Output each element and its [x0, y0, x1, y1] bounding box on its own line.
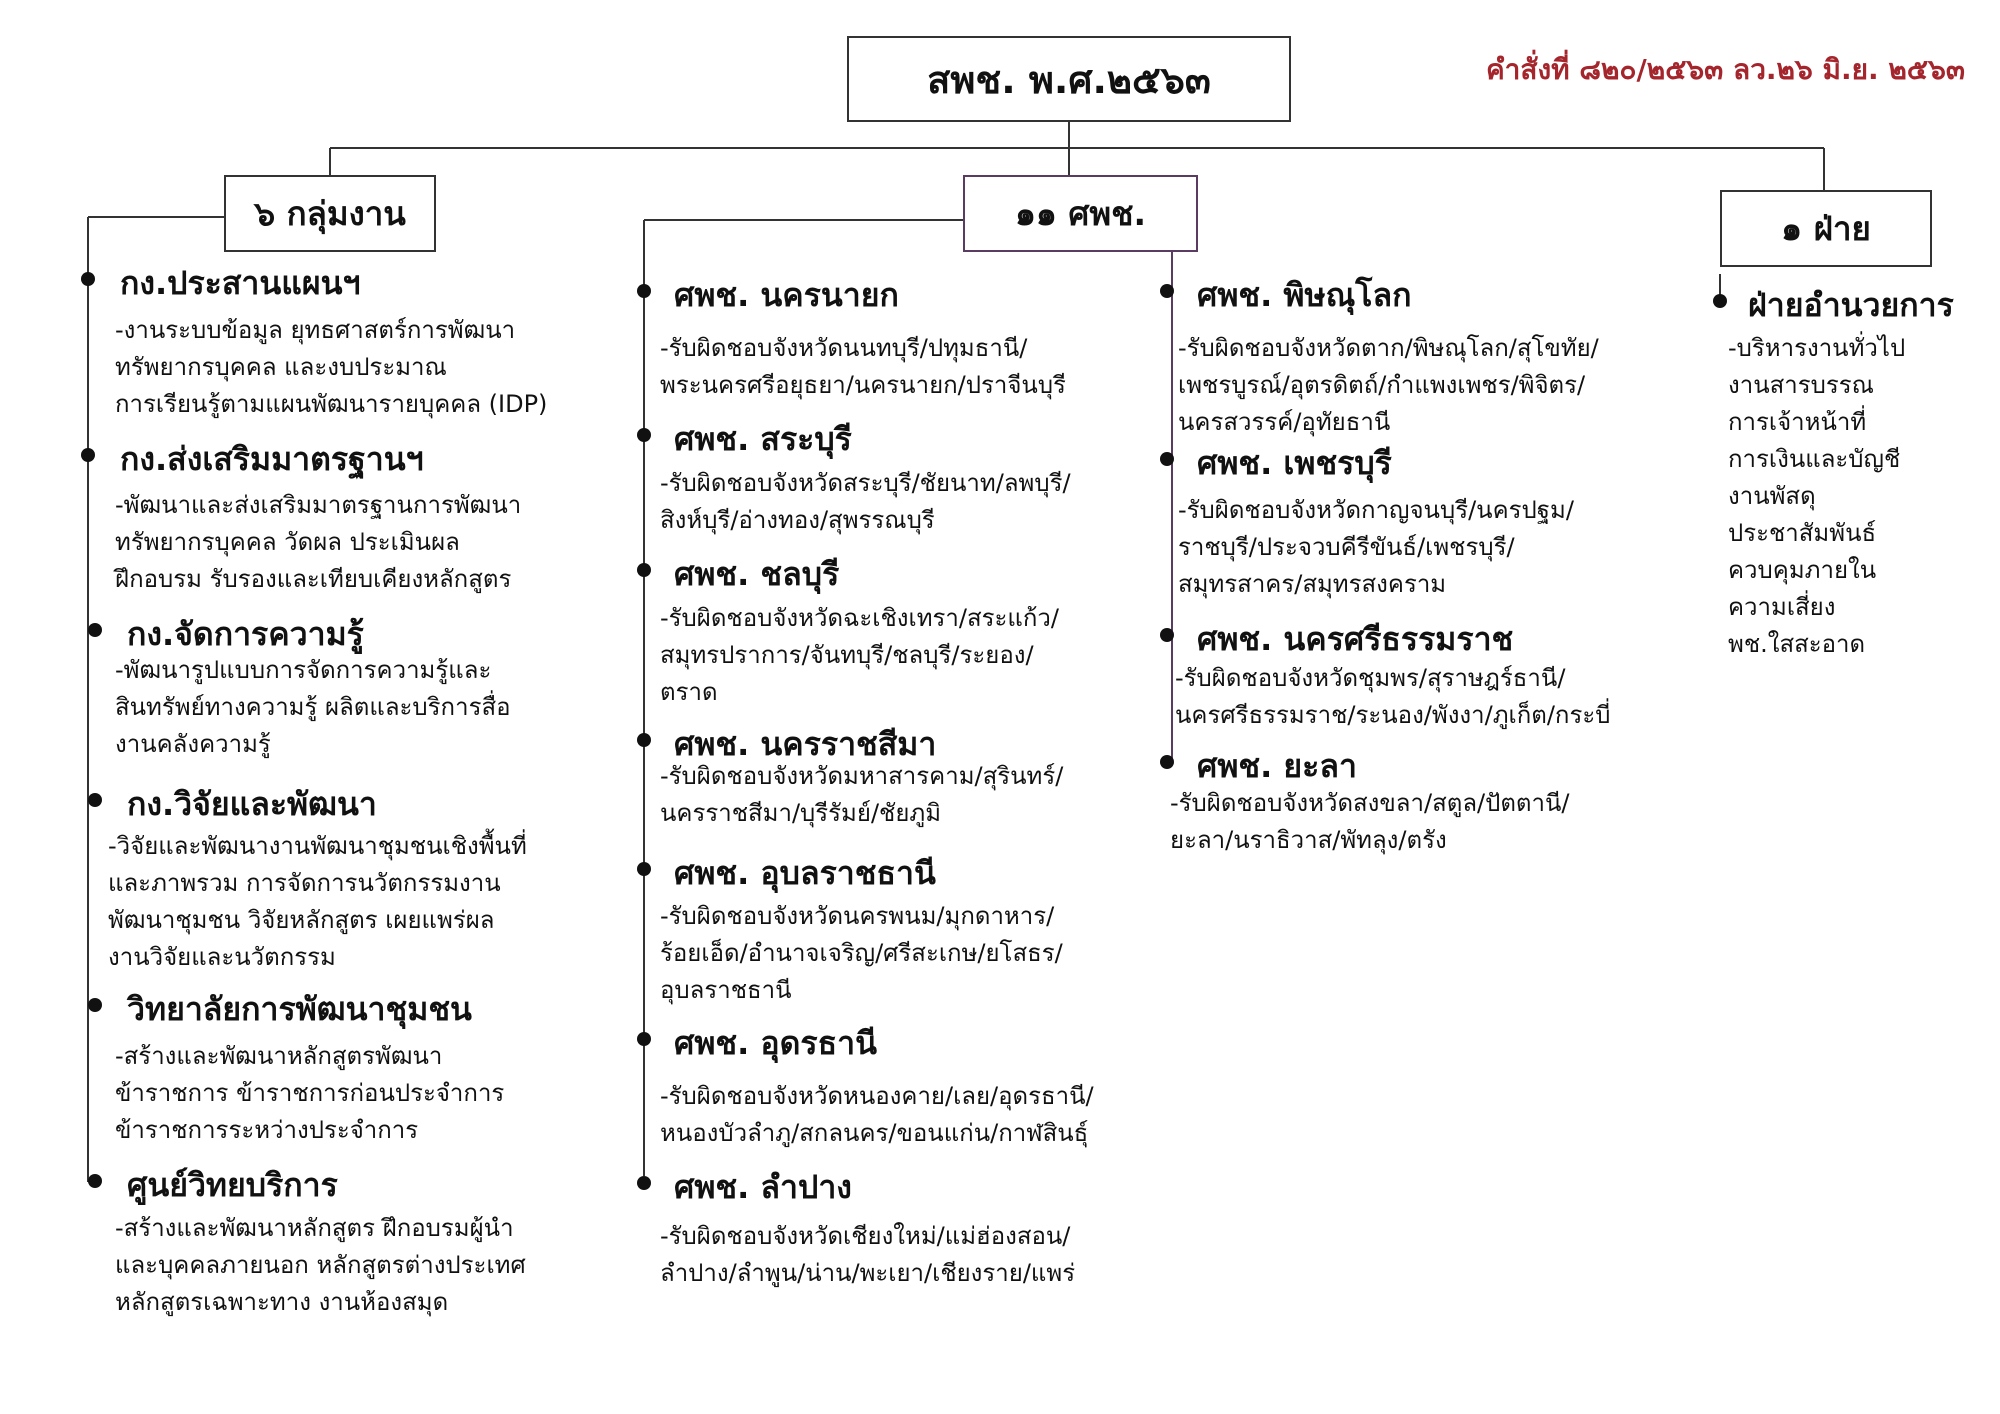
desc-line: ข้าราชการ ข้าราชการก่อนประจำการ [115, 1079, 505, 1107]
item-desc [115, 312, 547, 423]
item-desc [1178, 492, 1574, 603]
desc-line: -รับผิดชอบจังหวัดฉะเชิงเทรา/สระแก้ว/ [660, 604, 1059, 632]
desc-line: -งานระบบข้อมูล ยุทธศาสตร์การพัฒนา [115, 316, 516, 344]
item-title: ฝ่ายอำนวยการ [1748, 286, 1954, 324]
desc-line: ราชบุรี/ประจวบคีรีขันธ์/เพชรบุรี/ [1178, 533, 1515, 561]
desc-line: พัฒนาชุมชน วิจัยหลักสูตร เผยแพร่ผล [108, 906, 495, 934]
item-title: กง.ส่งเสริมมาตรฐานฯ [120, 440, 424, 478]
desc-line: สมุทรปราการ/จันทบุรี/ชลบุรี/ระยอง/ [660, 641, 1034, 669]
desc-line: สินทรัพย์ทางความรู้ ผลิตและบริการสื่อ [115, 693, 511, 721]
order-reference: คำสั่งที่ ๘๒๐/๒๕๖๓ ลว.๒๖ มิ.ย. ๒๕๖๓ [1485, 53, 1965, 86]
bullet-icon [637, 862, 651, 876]
groups-label: ๖ กลุ่มงาน [254, 194, 406, 233]
item-title: ศพช. ลำปาง [674, 1168, 852, 1206]
desc-line: สมุทรสาคร/สมุทรสงคราม [1178, 570, 1447, 598]
item-title: ศพช. นครราชสีมา [674, 725, 937, 763]
desc-line: -รับผิดชอบจังหวัดตาก/พิษณุโลก/สุโขทัย/ [1178, 334, 1599, 362]
desc-line: ข้าราชการระหว่างประจำการ [115, 1116, 419, 1144]
item-desc [115, 652, 511, 763]
bullet-icon [1713, 294, 1727, 308]
desc-line: งานคลังความรู้ [115, 730, 271, 758]
item-title: ศพช. ชลบุรี [674, 555, 840, 593]
groups-box [224, 175, 436, 252]
bullet-icon [1160, 452, 1174, 466]
item-title: ศพช. พิษณุโลก [1197, 276, 1412, 314]
bullet-icon [1160, 284, 1174, 298]
desc-line: งานวิจัยและนวัตกรรม [108, 943, 336, 971]
desc-line: -บริหารงานทั่วไป [1728, 334, 1906, 362]
bullet-icon [1160, 628, 1174, 642]
desc-line: ประชาสัมพันธ์ [1728, 519, 1877, 547]
bullet-icon [637, 1176, 651, 1190]
root-box [847, 36, 1291, 122]
item-title: ศพช. อุดรธานี [674, 1024, 877, 1062]
bullet-icon [88, 1174, 102, 1188]
desc-line: ทรัพยากรบุคคล วัดผล ประเมินผล [115, 528, 460, 556]
desc-line: พระนครศรีอยุธยา/นครนายก/ปราจีนบุรี [660, 371, 1066, 399]
desc-line: ฝึกอบรม รับรองและเทียบเคียงหลักสูตร [115, 565, 512, 593]
item-desc [1175, 660, 1610, 734]
desc-line: นครสวรรค์/อุทัยธานี [1178, 408, 1391, 436]
bullet-icon [81, 448, 95, 462]
item-desc [1178, 330, 1599, 441]
item-desc [660, 465, 1071, 539]
item-desc [108, 828, 527, 976]
desc-line: การเรียนรู้ตามแผนพัฒนารายบุคคล (IDP) [115, 390, 548, 418]
desc-line: -พัฒนารูปแบบการจัดการความรู้และ [115, 656, 492, 684]
desc-line: การเจ้าหน้าที่ [1728, 408, 1867, 436]
item-title: กง.ประสานแผนฯ [120, 264, 361, 302]
division-label: ๑ ฝ่าย [1781, 209, 1871, 248]
item-desc [660, 758, 1063, 832]
item-title: กง.จัดการความรู้ [127, 615, 364, 653]
centers-label: ๑๑ ศพช. [1014, 194, 1147, 233]
centers-box [963, 175, 1198, 252]
desc-line: และบุคคลภายนอก หลักสูตรต่างประเทศ [115, 1251, 526, 1279]
item-title: ศพช. สระบุรี [674, 420, 852, 458]
desc-line: หนองบัวลำภู/สกลนคร/ขอนแก่น/กาฬสินธุ์ [660, 1119, 1089, 1147]
item-title: ศพช. นครนายก [674, 276, 899, 314]
bullet-icon [637, 563, 651, 577]
desc-line: ควบคุมภายใน [1728, 556, 1877, 584]
item-desc [660, 330, 1066, 404]
desc-line: -รับผิดชอบจังหวัดเชียงใหม่/แม่ฮ่องสอน/ [660, 1222, 1071, 1250]
item-desc [660, 600, 1059, 711]
item-desc [660, 1078, 1094, 1152]
desc-line: ยะลา/นราธิวาส/พัทลุง/ตรัง [1170, 826, 1447, 854]
desc-line: หลักสูตรเฉพาะทาง งานห้องสมุด [115, 1288, 449, 1316]
bullet-icon [637, 1032, 651, 1046]
bullet-icon [88, 998, 102, 1012]
desc-line: -รับผิดชอบจังหวัดกาญจนบุรี/นครปฐม/ [1178, 496, 1574, 524]
item-title: กง.วิจัยและพัฒนา [127, 785, 377, 823]
bullet-icon [1160, 755, 1174, 769]
desc-line: -รับผิดชอบจังหวัดนครพนม/มุกดาหาร/ [660, 902, 1055, 930]
item-desc [115, 1038, 504, 1149]
desc-line: -รับผิดชอบจังหวัดนนทบุรี/ปทุมธานี/ [660, 334, 1028, 362]
desc-line: ลำปาง/ลำพูน/น่าน/พะเยา/เชียงราย/แพร่ [660, 1259, 1076, 1287]
desc-line: งานสารบรรณ [1728, 371, 1874, 399]
item-title: ศพช. อุบลราชธานี [674, 854, 936, 892]
item-desc [660, 898, 1063, 1009]
desc-line: พช.ใสสะอาด [1728, 630, 1866, 658]
division-box [1720, 190, 1932, 267]
desc-line: เพชรบูรณ์/อุตรดิตถ์/กำแพงเพชร/พิจิตร/ [1178, 371, 1586, 399]
desc-line: สิงห์บุรี/อ่างทอง/สุพรรณบุรี [660, 506, 935, 534]
desc-line: ทรัพยากรบุคคล และงบประมาณ [115, 353, 447, 381]
bullet-icon [88, 793, 102, 807]
desc-line: -สร้างและพัฒนาหลักสูตรพัฒนา [115, 1042, 443, 1070]
desc-line: -รับผิดชอบจังหวัดสระบุรี/ชัยนาท/ลพบุรี/ [660, 469, 1071, 497]
item-title: วิทยาลัยการพัฒนาชุมชน [127, 990, 472, 1028]
desc-line: -รับผิดชอบจังหวัดมหาสารคาม/สุรินทร์/ [660, 762, 1064, 790]
desc-line: อุบลราชธานี [660, 976, 792, 1004]
item-title: ศพช. นครศรีธรรมราช [1197, 620, 1514, 658]
item-title: ศพช. เพชรบุรี [1197, 444, 1392, 482]
desc-line: -สร้างและพัฒนาหลักสูตร ฝึกอบรมผู้นำ [115, 1214, 514, 1242]
item-desc [1728, 330, 1905, 663]
desc-line: การเงินและบัญชี [1728, 445, 1901, 473]
bullet-icon [637, 733, 651, 747]
item-desc [115, 487, 521, 598]
desc-line: ตราด [660, 678, 718, 706]
desc-line: ความเสี่ยง [1728, 593, 1836, 621]
root-label: สพช. พ.ศ.๒๕๖๓ [927, 57, 1211, 102]
desc-line: และภาพรวม การจัดการนวัตกรรมงาน [108, 869, 501, 897]
desc-line: -รับผิดชอบจังหวัดสงขลา/สตูล/ปัตตานี/ [1170, 789, 1570, 817]
item-desc [1170, 785, 1569, 859]
bullet-icon [88, 623, 102, 637]
bullet-icon [637, 428, 651, 442]
desc-line: -วิจัยและพัฒนางานพัฒนาชุมชนเชิงพื้นที่ [108, 832, 527, 860]
desc-line: -รับผิดชอบจังหวัดชุมพร/สุราษฎร์ธานี/ [1175, 664, 1566, 692]
desc-line: นครราชสีมา/บุรีรัมย์/ชัยภูมิ [660, 799, 942, 827]
desc-line: -พัฒนาและส่งเสริมมาตรฐานการพัฒนา [115, 491, 522, 519]
bullet-icon [81, 272, 95, 286]
item-title: ศูนย์วิทยบริการ [127, 1166, 338, 1204]
item-title: ศพช. ยะลา [1197, 747, 1357, 785]
item-desc [115, 1210, 526, 1321]
desc-line: -รับผิดชอบจังหวัดหนองคาย/เลย/อุดรธานี/ [660, 1082, 1094, 1110]
bullet-icon [637, 284, 651, 298]
desc-line: งานพัสดุ [1728, 482, 1816, 510]
item-desc [660, 1218, 1075, 1292]
desc-line: ร้อยเอ็ด/อำนาจเจริญ/ศรีสะเกษ/ยโสธร/ [660, 939, 1063, 967]
desc-line: นครศรีธรรมราช/ระนอง/พังงา/ภูเก็ต/กระบี่ [1175, 701, 1611, 729]
